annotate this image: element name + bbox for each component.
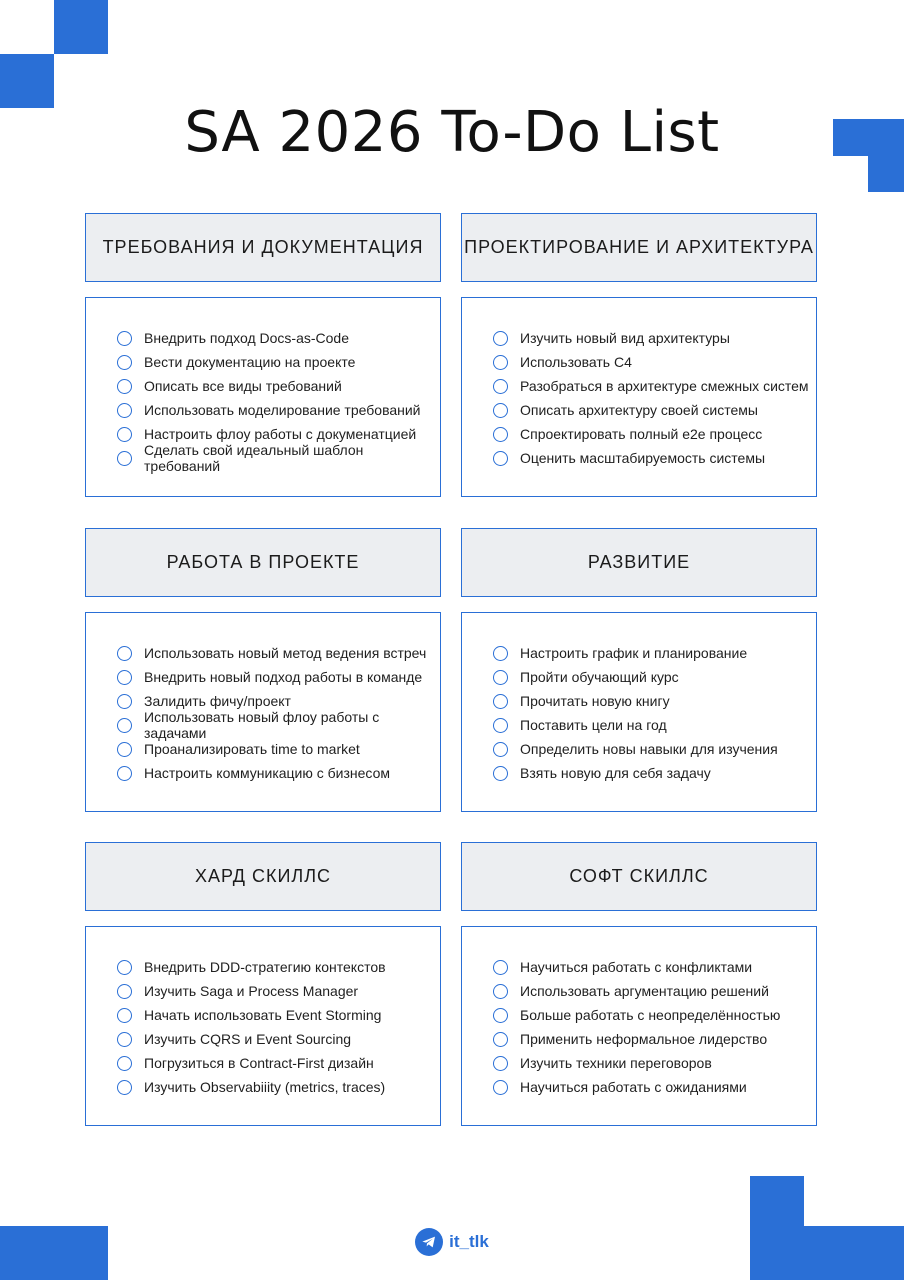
section-checklist [461, 297, 817, 497]
corner-decoration-top-left-upper [54, 0, 108, 54]
checklist-item[interactable] [493, 641, 816, 665]
checklist-item-label: Настроить график и планирование [520, 645, 748, 661]
checklist-item[interactable] [117, 374, 440, 398]
checklist-item[interactable] [117, 665, 440, 689]
checklist-item[interactable] [117, 1051, 440, 1075]
checklist-item-label: Научиться работать с ожиданиями [520, 1079, 747, 1095]
checklist-item-label: Внедрить новый подход работы в команде [144, 669, 423, 685]
checklist-item-label: Взять новую для себя задачу [520, 765, 711, 781]
channel-handle[interactable]: it_tlk [449, 1232, 489, 1251]
checklist-item[interactable] [117, 326, 440, 350]
checklist-item-label: Использовать новый метод ведения встреч [144, 645, 427, 661]
checkbox-circle-icon[interactable] [493, 646, 508, 661]
checkbox-circle-icon[interactable] [117, 355, 132, 370]
checklist-item[interactable] [493, 422, 816, 446]
page-title: SA 2026 To-Do List [184, 99, 720, 165]
section-checklist [461, 926, 817, 1126]
checklist-item[interactable] [493, 979, 816, 1003]
checklist-item[interactable] [493, 374, 816, 398]
checkbox-circle-icon[interactable] [493, 960, 508, 975]
checklist-item-label: Оценить масштабируемость системы [520, 450, 766, 466]
checklist-item[interactable] [493, 737, 816, 761]
checklist-item-label: Изучить Saga и Process Manager [144, 983, 359, 999]
checklist-item[interactable] [493, 350, 816, 374]
checklist-item[interactable] [117, 709, 440, 741]
checkbox-circle-icon[interactable] [493, 379, 508, 394]
checkbox-circle-icon[interactable] [493, 427, 508, 442]
checkbox-circle-icon[interactable] [493, 331, 508, 346]
checklist-item-label: Спроектировать полный е2е процесс [520, 426, 763, 442]
checklist-item-label: Вести документацию на проекте [144, 354, 356, 370]
checkbox-circle-icon[interactable] [117, 766, 132, 781]
checklist-item[interactable] [117, 442, 440, 474]
checkbox-circle-icon[interactable] [117, 379, 132, 394]
checkbox-circle-icon[interactable] [493, 718, 508, 733]
checklist-item[interactable] [493, 1003, 816, 1027]
checkbox-circle-icon[interactable] [493, 1008, 508, 1023]
checkbox-circle-icon[interactable] [117, 960, 132, 975]
checkbox-circle-icon[interactable] [117, 718, 132, 733]
checklist-item-label: Определить новы навыки для изучения [520, 741, 778, 757]
checklist-item-label: Изучить техники переговоров [520, 1055, 712, 1071]
checklist-item-label: Научиться работать с конфликтами [520, 959, 753, 975]
checkbox-circle-icon[interactable] [493, 766, 508, 781]
checkbox-circle-icon[interactable] [493, 1056, 508, 1071]
checklist-item-label: Больше работать с неопределённостью [520, 1007, 781, 1023]
checklist-item-label: Начать использовать Event Storming [144, 1007, 382, 1023]
checkbox-circle-icon[interactable] [117, 1008, 132, 1023]
checklist-item-label: Залидить фичу/проект [144, 693, 291, 709]
checklist-item-label: Настроить коммуникацию с бизнесом [144, 765, 391, 781]
checklist-item[interactable] [493, 1027, 816, 1051]
checklist-item-label: Поставить цели на год [520, 717, 667, 733]
checkbox-circle-icon[interactable] [493, 670, 508, 685]
section-checklist [461, 612, 817, 812]
footer [0, 1228, 904, 1256]
checklist-item-label: Прочитать новую книгу [520, 693, 670, 709]
checklist-item[interactable] [117, 1075, 440, 1099]
section-checklist [85, 612, 441, 812]
checkbox-circle-icon[interactable] [117, 451, 132, 466]
checklist-item[interactable] [493, 1075, 816, 1099]
checklist-item[interactable] [493, 1051, 816, 1075]
checkbox-circle-icon[interactable] [117, 646, 132, 661]
section-header: ТРЕБОВАНИЯ И ДОКУМЕНТАЦИЯ [85, 213, 441, 282]
checklist-item[interactable] [493, 955, 816, 979]
checklist-item-label: Использовать аргументацию решений [520, 983, 769, 999]
checkbox-circle-icon[interactable] [493, 451, 508, 466]
section-checklist [85, 926, 441, 1126]
checklist-item[interactable] [117, 350, 440, 374]
checklist-item-label: Описать все виды требований [144, 378, 342, 394]
checklist-item[interactable] [493, 326, 816, 350]
checklist-item[interactable] [493, 713, 816, 737]
section-checklist [85, 297, 441, 497]
checklist-item-label: Внедрить DDD-стратегию контекстов [144, 959, 386, 975]
checklist-item[interactable] [493, 665, 816, 689]
checklist-item-label: Настроить флоу работы с докуменатцией [144, 426, 417, 442]
checklist-item[interactable] [117, 1027, 440, 1051]
checklist-item[interactable] [493, 689, 816, 713]
checklist-item[interactable] [117, 979, 440, 1003]
checkbox-circle-icon[interactable] [117, 670, 132, 685]
checkbox-circle-icon[interactable] [493, 355, 508, 370]
checklist-item-label: Использовать моделирование требований [144, 402, 421, 418]
checkbox-circle-icon[interactable] [117, 694, 132, 709]
checklist-item[interactable] [493, 761, 816, 785]
checkbox-circle-icon[interactable] [493, 742, 508, 757]
checkbox-circle-icon[interactable] [117, 427, 132, 442]
checklist-item-label: Пройти обучающий курс [520, 669, 679, 685]
checklist-item[interactable] [117, 955, 440, 979]
section-header: ПРОЕКТИРОВАНИЕ И АРХИТЕКТУРА [461, 213, 817, 282]
checklist-item[interactable] [117, 1003, 440, 1027]
checklist-item-label: Изучить CQRS и Event Sourcing [144, 1031, 352, 1047]
checklist-item[interactable] [493, 446, 816, 470]
section-header: СОФТ СКИЛЛС [461, 842, 817, 911]
checkbox-circle-icon[interactable] [117, 403, 132, 418]
checkbox-circle-icon[interactable] [117, 1056, 132, 1071]
checkbox-circle-icon[interactable] [493, 403, 508, 418]
checkbox-circle-icon[interactable] [117, 331, 132, 346]
checkbox-circle-icon[interactable] [117, 984, 132, 999]
checkbox-circle-icon[interactable] [493, 1032, 508, 1047]
checkbox-circle-icon[interactable] [117, 1080, 132, 1095]
checklist-item-label: Описать архитектуру своей системы [520, 402, 758, 418]
section-header: РАЗВИТИЕ [461, 528, 817, 597]
checkbox-circle-icon[interactable] [117, 1032, 132, 1047]
checklist-item[interactable] [117, 761, 440, 785]
checkbox-circle-icon[interactable] [493, 984, 508, 999]
checklist-item-label: Использовать новый флоу работы с задачами [144, 709, 380, 741]
telegram-icon[interactable] [415, 1228, 443, 1256]
checklist-item-label: Погрузиться в Contract-First дизайн [144, 1055, 374, 1071]
checklist-item-label: Изучить новый вид архитектуры [520, 330, 730, 346]
checkbox-circle-icon[interactable] [493, 1080, 508, 1095]
checklist-item-label: Разобраться в архитектуре смежных систем [520, 378, 809, 394]
section-header: ХАРД СКИЛЛС [85, 842, 441, 911]
checklist-item[interactable] [117, 641, 440, 665]
checkbox-circle-icon[interactable] [117, 742, 132, 757]
checklist-item-label: Сделать свой идеальный шаблон требований [144, 442, 364, 474]
checklist-item-label: Проанализировать time to market [144, 741, 360, 757]
checklist-item-label: Использовать С4 [520, 354, 632, 370]
section-header: РАБОТА В ПРОЕКТЕ [85, 528, 441, 597]
checklist-item[interactable] [493, 398, 816, 422]
checkbox-circle-icon[interactable] [493, 694, 508, 709]
checklist-item-label: Изучить Observabiiity (metrics, traces) [144, 1079, 386, 1095]
checklist-item[interactable] [117, 398, 440, 422]
checklist-item-label: Применить неформальное лидерство [520, 1031, 768, 1047]
checklist-item-label: Внедрить подход Docs-as-Code [144, 330, 350, 346]
